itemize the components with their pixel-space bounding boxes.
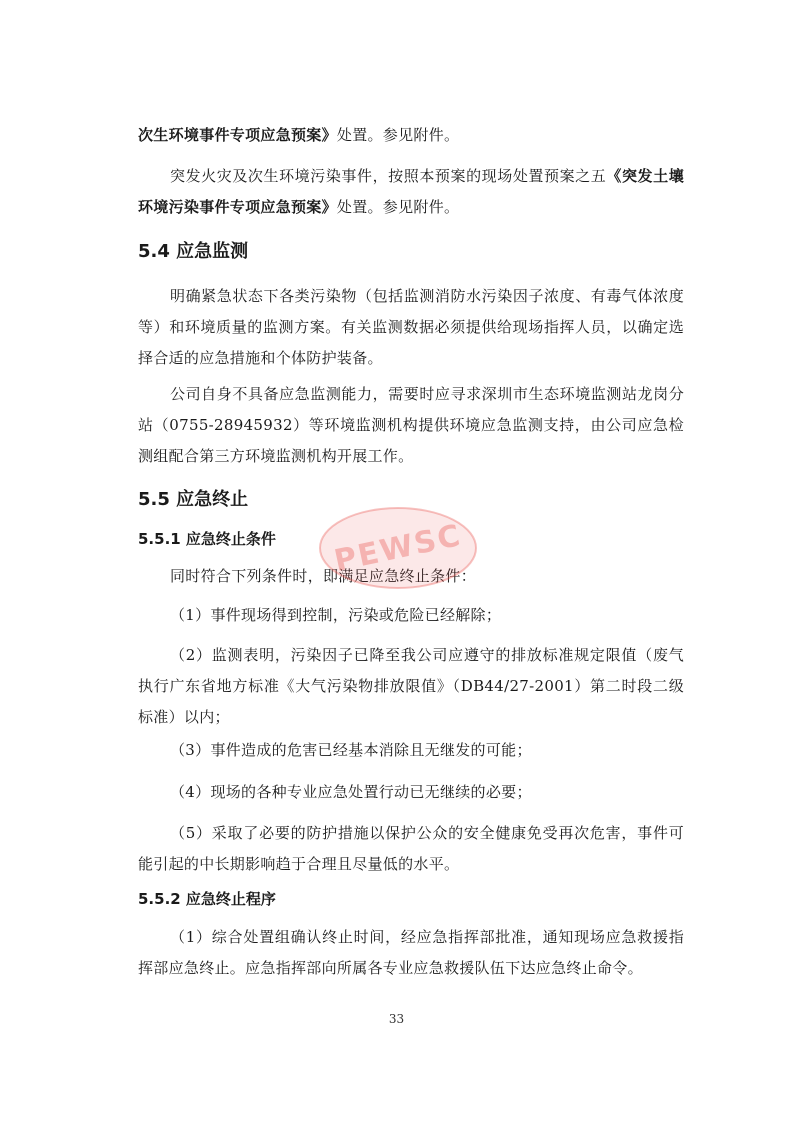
section-5-5-heading: 5.5 应急终止 <box>138 489 249 510</box>
monitoring-capability-paragraph: 公司自身不具备应急监测能力，需要时应寻求深圳市生态环境监测站龙岗分站（0755-28945932）等环境监测机构提供环境应急监测支持，由公司应急检测组配合第三方环境监测机构开展工作。 <box>138 385 684 465</box>
condition-item: （2）监测表明，污染因子已降至我公司应遵守的排放标准规定限值（废气执行广东省地方标准《大气污染物排放限值》（DB44/27-2001）第二时段二级标准）以内； <box>138 646 684 726</box>
fire-event-rest: 处置。参见附件。 <box>336 198 460 216</box>
plan-title-bold: 次生环境事件专项应急预案》 <box>138 126 337 144</box>
soil-plan-title: 《突发土壤环境污染事件专项应急预案》 <box>138 167 684 216</box>
procedure-item: （1）综合处置组确认终止时间，经应急指挥部批准，通知现场应急救援指挥部应急终止。应急指挥部向所属各专业应急救援队伍下达应急终止命令。 <box>138 928 684 977</box>
svg-text:PEWSC: PEWSC <box>331 517 465 580</box>
fire-event-text: 突发火灾及次生环境污染事件，按照本预案的现场处置预案之五 <box>170 167 607 185</box>
section-5-5-2-heading: 5.5.2 应急终止程序 <box>138 890 276 908</box>
condition-item: （5）采取了必要的防护措施以保护公众的安全健康免受再次危害，事件可能引起的中长期影响趋于合理且尽量低的水平。 <box>138 824 684 873</box>
condition-item: （1）事件现场得到控制，污染或危险已经解除； <box>170 606 502 624</box>
termination-intro: 同时符合下列条件时，即满足应急终止条件： <box>170 567 477 585</box>
continued-paragraph <box>138 120 684 151</box>
section-5-5-1-heading: 5.5.1 应急终止条件 <box>138 530 276 548</box>
fire-event-paragraph <box>138 161 684 223</box>
page-number: 33 <box>388 1012 405 1026</box>
pewsc-watermark-stamp <box>318 506 478 590</box>
condition-item: （4）现场的各种专业应急处置行动已无继续的必要； <box>170 783 532 801</box>
condition-item: （3）事件造成的危害已经基本消除且无继发的可能； <box>170 741 532 759</box>
plan-title-rest: 处置。参见附件。 <box>336 126 460 144</box>
monitoring-plan-paragraph: 明确紧急状态下各类污染物（包括监测消防水污染因子浓度、有毒气体浓度等）和环境质量的监测方案。有关监测数据必须提供给现场指挥人员，以确定选择合适的应急措施和个体防护装备。 <box>138 287 684 367</box>
section-5-4-heading: 5.4 应急监测 <box>138 241 249 262</box>
